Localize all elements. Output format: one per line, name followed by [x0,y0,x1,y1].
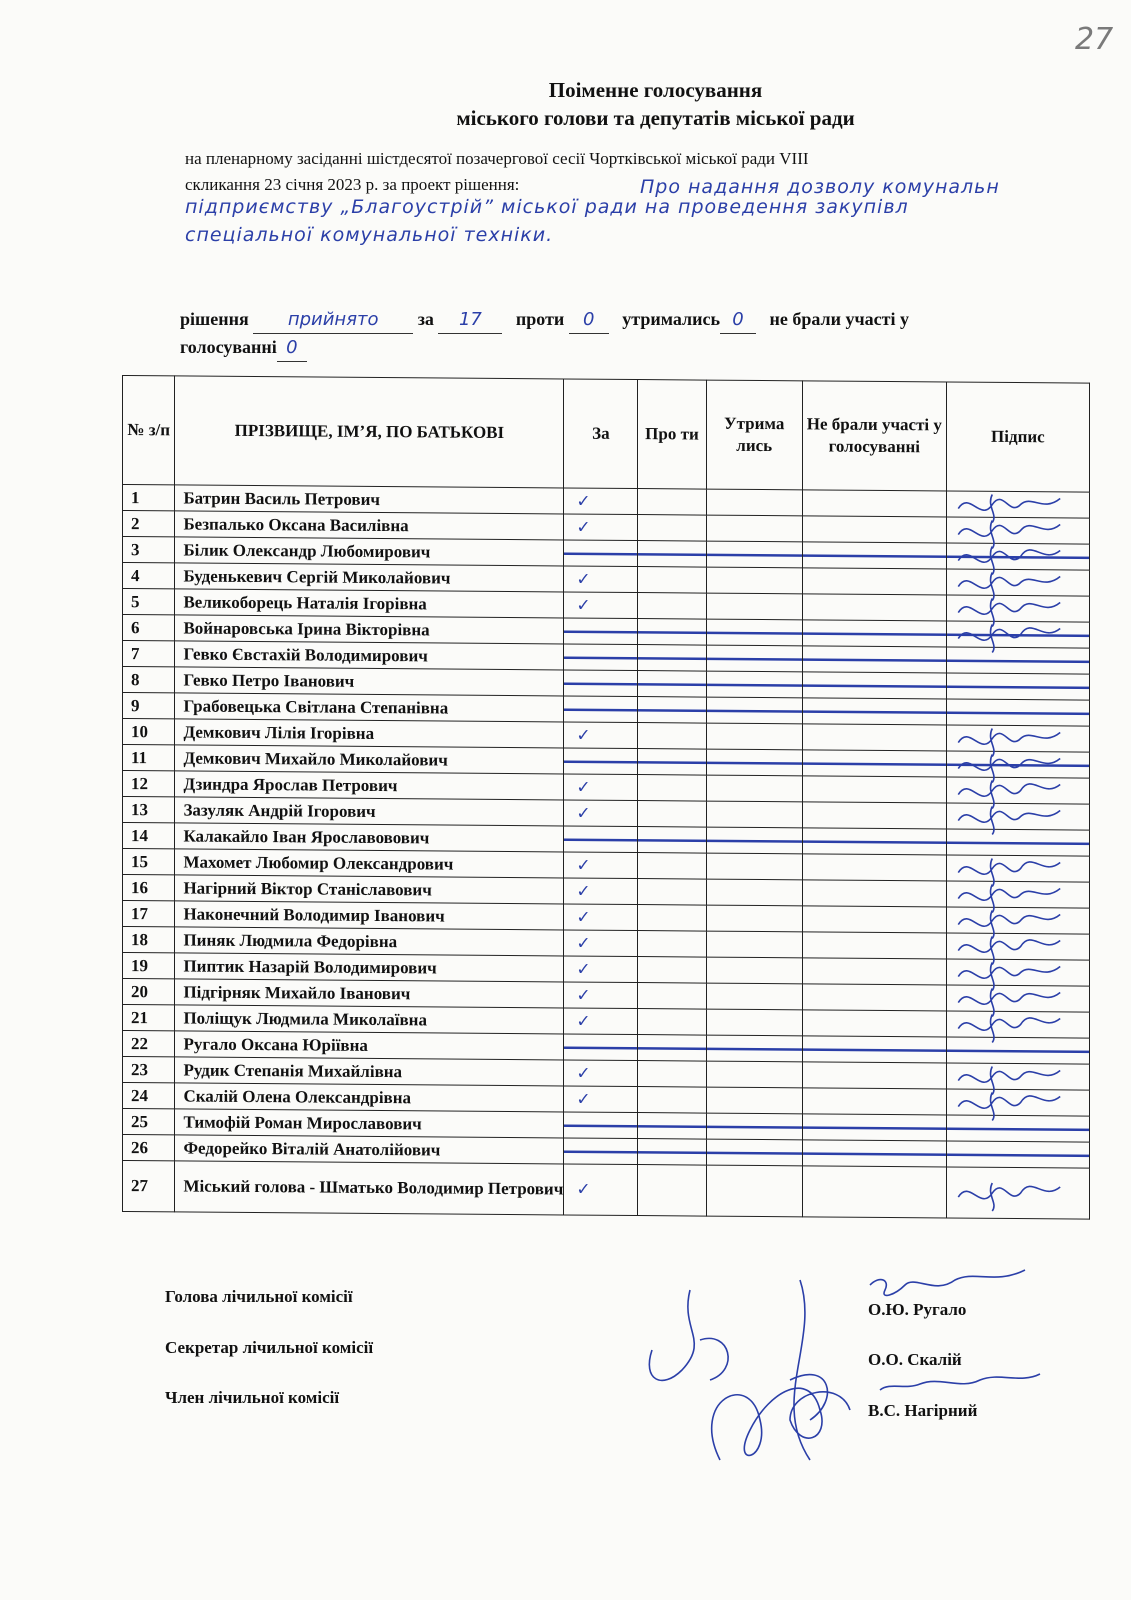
header-for: За [564,379,638,489]
vote-for-mark: ✓ [564,722,638,749]
member-name: Батрин Василь Петрович [175,485,564,514]
abstained-count: 0 [720,307,756,334]
document-subtitle: міського голови та депутатів міської ради [456,106,855,130]
vote-for-mark: ✓ [564,592,638,619]
row-number: 19 [123,953,175,979]
vote-for-mark: ✓ [564,1008,638,1035]
row-number: 26 [123,1135,175,1161]
row-number: 7 [123,641,175,667]
intro-line-2: скликання 23 січня 2023 р. за проект рішення: [185,175,520,194]
member-name: Пиптик Назарій Володимирович [175,953,564,982]
member-name: Гевко Петро Іванович [175,667,564,696]
chair-signature [870,1270,1025,1295]
member-signature-scribble [958,495,1060,523]
member-name: Безпалько Оксана Василівна [175,511,564,540]
member-signature-scribble [958,937,1060,965]
row-number: 11 [123,745,175,771]
header-name: ПРІЗВИЩЕ, ІМ’Я, ПО БАТЬКОВІ [175,376,564,488]
against-count: 0 [569,307,609,334]
member-name: Нагірний Віктор Станіславович [175,875,564,904]
member-name: Махомет Любомир Олександрович [175,849,564,878]
vote-for-mark: ✓ [564,904,638,931]
member-signature [880,1374,1040,1390]
row-number: 12 [123,771,175,797]
member-signature-scribble [958,573,1060,601]
member-name: Дзиндра Ярослав Петрович [175,771,564,800]
member-name: Рудик Степанія Михайлівна [175,1057,564,1086]
not-voted-label-2: голосуванні [180,337,277,357]
vote-for-mark: ✓ [564,774,638,801]
member-name: Федорейко Віталій Анатолійович [175,1135,564,1164]
vote-for-mark: ✓ [564,982,638,1009]
for-label: за [417,309,434,329]
member-name: Пиняк Людмила Федорівна [175,927,564,956]
row-number: 27 [123,1161,175,1212]
secretary-name: О.О. Скалій [868,1350,962,1369]
member-signature-scribble [958,599,1060,627]
chair-label: Голова лічильної комісії [165,1287,353,1306]
member-name: В.С. Нагірний [868,1401,978,1420]
intro-line-1: на пленарному засіданні шістдесятої позачергової сесії Чортківської міської ради VIII [185,149,809,168]
vote-for-mark: ✓ [564,852,638,879]
member-name: Войнаровська Ірина Вікторівна [175,615,564,644]
vote-for-mark: ✓ [564,488,638,515]
vote-for-mark: ✓ [564,1164,638,1216]
member-name: Підгірняк Михайло Іванович [175,979,564,1008]
row-number: 6 [123,615,175,641]
member-name: Калакайло Іван Ярославовович [175,823,564,852]
secretary-label: Секретар лічильної комісії [165,1338,374,1357]
row-number: 21 [123,1005,175,1031]
row-number: 3 [123,537,175,563]
page-number: 27 [1075,22,1114,57]
vote-for-mark: ✓ [564,956,638,983]
header-num: № з/п [123,376,175,485]
vote-for-mark: ✓ [564,800,638,827]
chair-name: О.Ю. Ругало [868,1300,967,1319]
footer-signature-3 [790,1280,827,1460]
against-label: проти [515,309,565,329]
vote-for-mark: ✓ [564,1086,638,1113]
member-name: Грабовецька Світлана Степанівна [175,693,564,722]
row-number: 15 [123,849,175,875]
document-title: Поіменне голосування [548,78,763,102]
member-signature-scribble [958,859,1060,887]
footer-signatures [649,1270,1040,1460]
row-number: 18 [123,927,175,953]
project-title-handwritten-3: спеціальної комунальної техніки. [185,224,554,246]
member-signature-scribble [958,963,1060,991]
member-signature-scribble [958,521,1060,549]
row-number: 22 [123,1031,175,1057]
member-signature-scribble [958,989,1060,1017]
not-voted-label: не брали участі у [769,309,909,329]
member-name: Наконечний Володимир Іванович [175,901,564,930]
member-signature-scribble [958,625,1060,653]
vote-for-mark: ✓ [564,566,638,593]
row-number: 9 [123,693,175,719]
vote-for-mark: ✓ [564,930,638,957]
header-abstained: Утрима лись [706,380,802,490]
member-name: Ругало Оксана Юріївна [175,1031,564,1060]
row-number: 8 [123,667,175,693]
member-name: Поліщук Людмила Миколаївна [175,1005,564,1034]
member-name: Білик Олександр Любомирович [175,537,564,566]
header-signature: Підпис [946,382,1089,492]
abstained-label: утримались [622,309,720,329]
not-voted-count: 0 [277,335,307,362]
row-number: 4 [123,563,175,589]
member-signature-scribble [958,781,1060,809]
member-signature-scribble [958,755,1060,783]
row-number: 23 [123,1057,175,1083]
row-number: 13 [123,797,175,823]
header-not-voted: Не брали участі у голосуванні [802,381,946,491]
row-number: 20 [123,979,175,1005]
member-name: Зазуляк Андрій Ігорович [175,797,564,826]
for-count: 17 [438,307,502,334]
member-name: Демкович Лілія Ігорівна [175,719,564,748]
member-name: Демкович Михайло Миколайович [175,745,564,774]
member-name: Тимофій Роман Мирославович [175,1109,564,1138]
member-signature-scribble [958,1093,1060,1121]
member-name: Скалій Олена Олександрівна [175,1083,564,1112]
row-number: 16 [123,875,175,901]
row-number: 1 [123,485,175,511]
vote-for-mark: ✓ [564,1060,638,1087]
member-name: Великоборець Наталія Ігорівна [175,589,564,618]
row-number: 17 [123,901,175,927]
row-number: 24 [123,1083,175,1109]
footer-signature-1 [649,1290,728,1380]
member-label: Член лічильної комісії [165,1388,340,1407]
member-signature-scribble [958,1183,1060,1211]
member-signature-scribble [958,1015,1060,1043]
member-signature-scribble [958,729,1060,757]
member-signature-scribble [958,807,1060,835]
member-name: Буденькевич Сергій Миколайович [175,563,564,592]
member-signature-scribble [958,885,1060,913]
row-number: 25 [123,1109,175,1135]
project-title-handwritten-2: підприємству „Благоустрій” міської ради на проведення закупівл [185,196,909,218]
decision-result: прийнято [253,307,413,334]
header-against: Про ти [638,380,706,490]
row-number: 14 [123,823,175,849]
member-signature-scribble [958,911,1060,939]
row-number: 10 [123,719,175,745]
row-number: 5 [123,589,175,615]
row-number: 2 [123,511,175,537]
footer-signature-2 [712,1388,850,1460]
member-signature-scribble [958,547,1060,575]
project-title-handwritten-1: Про надання дозволу комунальн [640,176,1000,198]
member-signature-scribble [958,1067,1060,1095]
decision-label: рішення [180,309,249,329]
member-name: Гевко Євстахій Володимирович [175,641,564,670]
vote-for-mark: ✓ [564,514,638,541]
vote-for-mark: ✓ [564,878,638,905]
member-name: Міський голова - Шматько Володимир Петрович [175,1161,564,1215]
